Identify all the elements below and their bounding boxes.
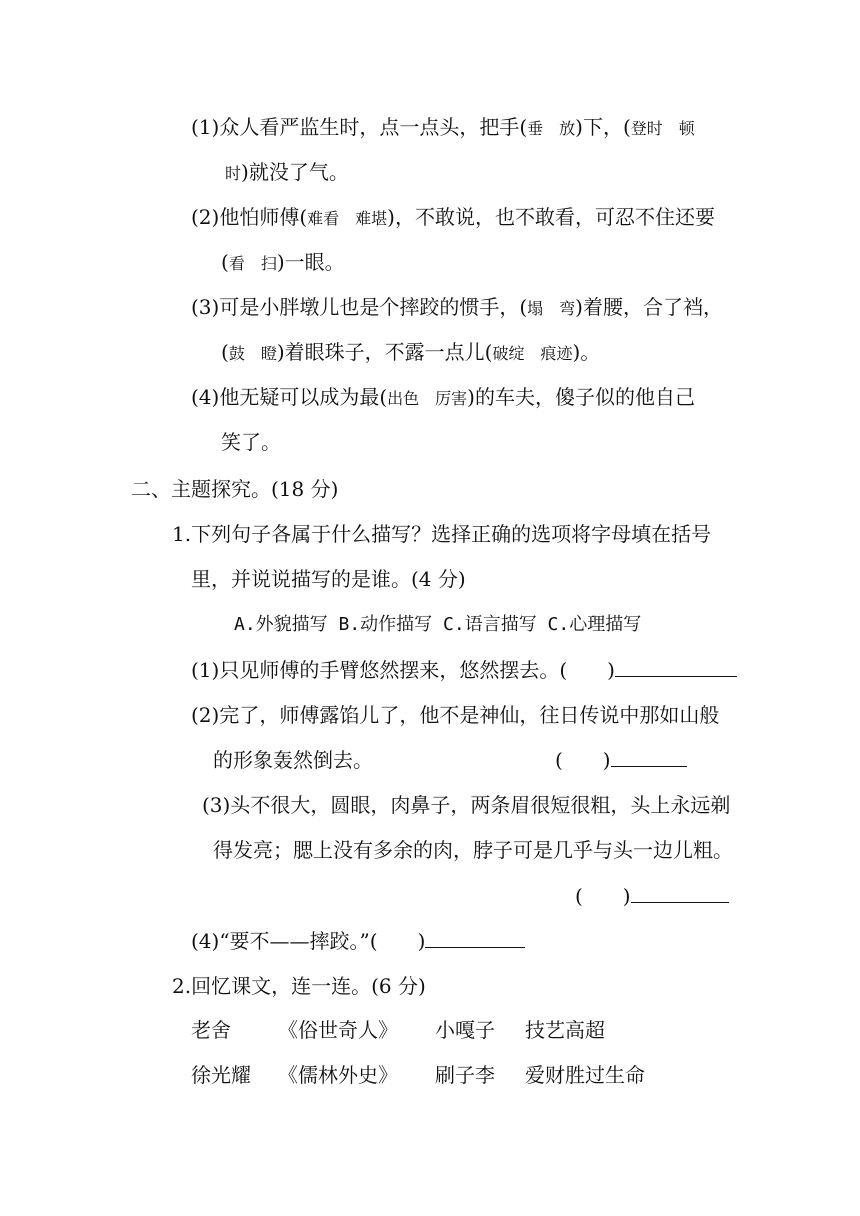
- section2-heading: 二、主题探究。(18 分): [131, 477, 339, 501]
- q3-line2: [221, 338, 600, 368]
- q4-text-a: (4)他无疑可以成为最(: [191, 385, 388, 409]
- q4-line1: [191, 383, 695, 413]
- q3-line1: [191, 293, 723, 323]
- task1-item3-line1: (3)头不很大，圆眼，肉鼻子，两条眉很短很粗，头上永远剃: [202, 793, 731, 817]
- q2-line1: [191, 203, 715, 233]
- q2-text-d: )一眼。: [276, 250, 345, 274]
- task1-item3-answer-line[interactable]: [631, 882, 729, 903]
- q1-line2: [225, 158, 349, 188]
- task1-options: A.外貌描写 B.动作描写 C.语言描写 C.心理描写: [234, 614, 642, 635]
- q2-option-1: 难看 难堪: [307, 209, 388, 228]
- task1-item2-answer-line[interactable]: [611, 746, 687, 767]
- task1-item2-line1: (2)完了，师傅露馅儿了，他不是神仙，往日传说中那如山般: [191, 703, 720, 727]
- q4-line2: [221, 428, 281, 456]
- task2-trait-1[interactable]: 技艺高超: [525, 1018, 605, 1042]
- q2-text-b: )，不敢说，也不敢看，可忍不住还要: [387, 205, 715, 229]
- q1-line1: [191, 113, 695, 143]
- q4-text-c: 笑了。: [221, 430, 281, 454]
- q3-option-2: 鼓 瞪: [228, 344, 277, 363]
- task1-item4-text: (4)“要不——摔跤。”( ): [191, 929, 426, 953]
- q4-option-1: 出色 厉害: [387, 389, 468, 408]
- task1-item2-line2: 的形象轰然倒去。: [213, 748, 373, 772]
- task1-item1-text: (1)只见师傅的手臂悠然摆来，悠然摆去。( ): [191, 658, 615, 682]
- q2-line2: [221, 248, 345, 278]
- task2-prompt: 2.回忆课文，连一连。(6 分): [172, 974, 426, 998]
- q1-text-a: (1)众人看严监生时，点一点头，把手(: [191, 115, 528, 139]
- q3-text-a: (3)可是小胖墩儿也是个摔跤的惯手，(: [191, 295, 528, 319]
- q2-text-a: (2)他怕师傅(: [191, 205, 308, 229]
- task1-item2-answer: [555, 746, 687, 774]
- q1-text-b: )下，(: [575, 115, 631, 139]
- task1-item3-line2: 得发亮；腮上没有多余的肉，脖子可是几乎与头一边儿粗。: [213, 838, 733, 862]
- task2-character-2[interactable]: 刷子李: [435, 1063, 495, 1087]
- q3-text-d: )着眼珠子，不露一点儿(: [276, 340, 493, 364]
- q1-option-2-cont: 时: [225, 164, 242, 183]
- task1-item1: [191, 656, 737, 684]
- q1-option-2: 登时 顿: [630, 119, 695, 138]
- task2-book-2[interactable]: 《儒林外史》: [278, 1063, 398, 1087]
- task1-prompt-line1: 1.下列句子各属于什么描写？选择正确的选项将字母填在括号: [172, 522, 712, 546]
- task2-author-1[interactable]: 老舍: [191, 1018, 231, 1042]
- task1-item4-answer-line[interactable]: [425, 927, 525, 948]
- task1-item1-answer-line[interactable]: [615, 656, 737, 677]
- task1-item3-answer: [575, 882, 729, 910]
- q3-text-c: (: [221, 340, 229, 364]
- task1-prompt-line2: 里，并说说描写的是谁。(4 分): [191, 567, 466, 591]
- q1-option-1: 垂 放: [527, 119, 576, 138]
- q2-option-2: 看 扫: [228, 254, 277, 273]
- task1-item3-paren: ( ): [575, 884, 631, 908]
- task2-character-1[interactable]: 小嘎子: [435, 1018, 495, 1042]
- q1-text-c: )就没了气。: [241, 160, 349, 184]
- task2-book-1[interactable]: 《俗世奇人》: [278, 1018, 398, 1042]
- q4-text-b: )的车夫，傻子似的他自己: [467, 385, 695, 409]
- task2-author-2[interactable]: 徐光耀: [191, 1063, 251, 1087]
- task1-item2-paren: ( ): [555, 748, 611, 772]
- q2-text-c: (: [221, 250, 229, 274]
- q3-option-1: 塌 弯: [527, 299, 576, 318]
- q3-text-e: )。: [572, 340, 601, 364]
- q3-text-b: )着腰，合了裆，: [575, 295, 723, 319]
- task2-trait-2[interactable]: 爱财胜过生命: [525, 1063, 645, 1087]
- q3-option-3: 破绽 痕迹: [492, 344, 573, 363]
- task1-item4: [191, 927, 525, 955]
